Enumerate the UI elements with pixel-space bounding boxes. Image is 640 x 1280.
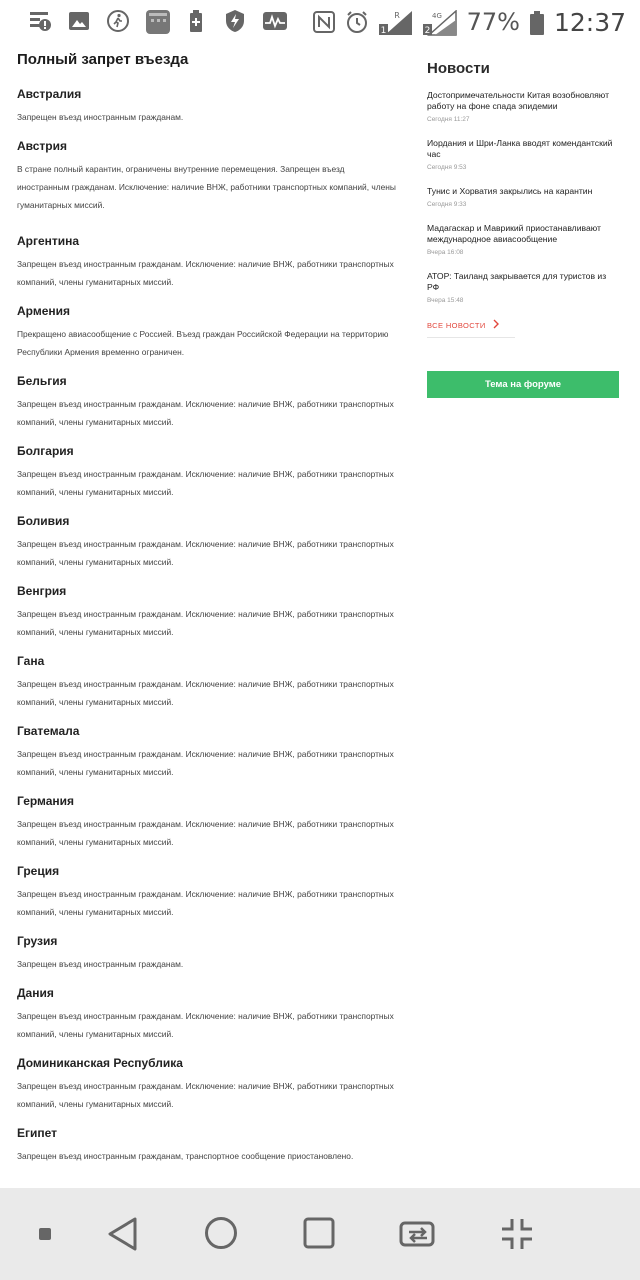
- country-name: Австрия: [17, 139, 68, 153]
- country-restriction-text: Запрещен въезд иностранным гражданам. Исключение: наличие ВНЖ, работники транспортных компаний, члены гуманитарных миссий.: [17, 679, 394, 707]
- navigation-bar: [0, 1188, 640, 1280]
- news-item[interactable]: [427, 90, 619, 124]
- news-item[interactable]: [427, 138, 619, 172]
- news-date: Вчера 16:08: [427, 249, 464, 256]
- news-list: [427, 90, 619, 305]
- news-headline[interactable]: Достопримечательности Китая возобновляют работу на фоне спада эпидемии: [427, 90, 610, 111]
- country-name: Германия: [17, 794, 75, 808]
- country-name: Аргентина: [17, 234, 80, 248]
- country-name: Доминиканская Республика: [17, 1056, 183, 1070]
- country-entry: [17, 1055, 397, 1125]
- country-entry: [17, 583, 397, 653]
- news-date: Вчера 15:48: [427, 297, 464, 304]
- news-item[interactable]: [427, 223, 619, 257]
- news-sidebar: [427, 58, 619, 390]
- news-title: Новости: [427, 60, 490, 77]
- country-name: Австралия: [17, 87, 82, 101]
- square-dot-icon[interactable]: [38, 1227, 52, 1246]
- country-name: Египет: [17, 1126, 58, 1140]
- notification-list-icon: [28, 9, 52, 33]
- country-restriction-text: Запрещен въезд иностранным гражданам. Исключение: наличие ВНЖ, работники транспортных компаний, члены гуманитарных миссий.: [17, 1011, 394, 1039]
- country-name: Бельгия: [17, 374, 67, 388]
- country-restriction-text: Запрещен въезд иностранным гражданам. Исключение: наличие ВНЖ, работники транспортных компаний, члены гуманитарных миссий.: [17, 889, 394, 917]
- country-list: [17, 86, 397, 1188]
- country-name: Греция: [17, 864, 60, 878]
- country-restriction-text: Запрещен въезд иностранным гражданам, транспортное сообщение приостановлено.: [17, 1151, 354, 1161]
- svg-text:R: R: [393, 11, 400, 20]
- country-entry: [17, 653, 397, 723]
- country-restriction-text: Запрещен въезд иностранным гражданам. Исключение: наличие ВНЖ, работники транспортных компаний, члены гуманитарных миссий.: [17, 539, 394, 567]
- country-restriction-text: Запрещен въезд иностранным гражданам. Исключение: наличие ВНЖ, работники транспортных компаний, члены гуманитарных миссий.: [17, 399, 394, 427]
- country-restriction-text: Запрещен въезд иностранным гражданам.: [17, 959, 184, 969]
- country-entry: [17, 86, 397, 138]
- collapse-icon[interactable]: [500, 1217, 534, 1256]
- nfc-icon: [313, 10, 335, 34]
- walking-icon: [106, 9, 130, 33]
- clock: 12:37: [553, 7, 626, 37]
- country-restriction-text: В стране полный карантин, ограничены внутренние перемещения. Запрещен въезд иностранным гражданам. Исключение: наличие ВНЖ, работники транспортных компаний, члены гуманитарных миссий.: [17, 164, 396, 210]
- country-entry: [17, 723, 397, 793]
- country-name: Венгрия: [17, 584, 67, 598]
- alarm-icon: [345, 10, 369, 34]
- all-news-link[interactable]: [427, 319, 515, 338]
- country-restriction-text: Запрещен въезд иностранным гражданам. Исключение: наличие ВНЖ, работники транспортных компаний, члены гуманитарных миссий.: [17, 469, 394, 497]
- news-headline[interactable]: Мадагаскар и Маврикий приостанавливают международное авиасообщение: [427, 223, 601, 244]
- country-entry: [17, 443, 397, 513]
- news-date: Сегодня 9:33: [427, 201, 467, 208]
- signal-sim1-icon: [379, 10, 413, 34]
- country-restriction-text: Запрещен въезд иностранным гражданам. Исключение: наличие ВНЖ, работники транспортных компаний, члены гуманитарных миссий.: [17, 749, 394, 777]
- country-name: Грузия: [17, 934, 58, 948]
- page-content: [0, 44, 640, 1188]
- gallery-icon: [67, 9, 91, 33]
- back-icon[interactable]: [107, 1216, 139, 1257]
- country-name: Дания: [17, 986, 54, 1000]
- country-entry: [17, 1125, 397, 1188]
- forum-topic-button[interactable]: Тема на форуме: [427, 371, 619, 398]
- country-entry: [17, 793, 397, 863]
- country-entry: [17, 863, 397, 933]
- battery-plus-icon: [184, 9, 208, 33]
- news-headline[interactable]: Тунис и Хорватия закрылись на карантин: [427, 186, 593, 196]
- app-icon: [145, 9, 169, 33]
- country-entry: [17, 933, 397, 985]
- news-date: Сегодня 11:27: [427, 116, 470, 123]
- country-name: Болгария: [17, 444, 74, 458]
- country-restriction-text: Запрещен въезд иностранным гражданам. Исключение: наличие ВНЖ, работники транспортных компаний, члены гуманитарных миссий.: [17, 609, 394, 637]
- home-icon[interactable]: [204, 1216, 238, 1255]
- status-bar-system: [313, 0, 640, 44]
- news-item[interactable]: [427, 186, 619, 209]
- chevron-right-icon: [492, 319, 500, 331]
- country-name: Гана: [17, 654, 45, 668]
- country-entry: [17, 233, 397, 303]
- signal-sim2-icon: [423, 10, 457, 34]
- country-entry: [17, 985, 397, 1055]
- country-name: Боливия: [17, 514, 70, 528]
- country-restriction-text: Прекращено авиасообщение с Россией. Въезд граждан Российской Федерации на территорию Республики Армения временно ограничен.: [17, 329, 389, 357]
- country-entry: [17, 513, 397, 583]
- country-entry: [17, 138, 397, 233]
- svg-text:2: 2: [424, 26, 430, 36]
- status-bar: [0, 0, 640, 44]
- news-headline[interactable]: АТОР: Таиланд закрывается для туристов из РФ: [427, 271, 607, 292]
- country-restriction-text: Запрещен въезд иностранным гражданам. Исключение: наличие ВНЖ, работники транспортных компаний, члены гуманитарных миссий.: [17, 259, 394, 287]
- battery-icon: [530, 10, 544, 34]
- country-name: Гватемала: [17, 724, 80, 738]
- country-restriction-text: Запрещен въезд иностранным гражданам. Исключение: наличие ВНЖ, работники транспортных компаний, члены гуманитарных миссий.: [17, 1081, 394, 1109]
- news-date: Сегодня 9:53: [427, 164, 467, 171]
- all-news-label[interactable]: ВСЕ НОВОСТИ: [427, 320, 486, 330]
- svg-text:1: 1: [380, 26, 386, 36]
- battery-percent: 77%: [466, 8, 520, 36]
- recents-icon[interactable]: [303, 1217, 335, 1254]
- news-item[interactable]: [427, 271, 619, 305]
- svg-text:4G: 4G: [431, 12, 442, 20]
- country-restriction-text: Запрещен въезд иностранным гражданам.: [17, 112, 184, 122]
- restrictions-column: [17, 50, 397, 1188]
- country-entry: [17, 303, 397, 373]
- country-entry: [17, 373, 397, 443]
- power-saver-icon: [223, 9, 247, 33]
- activity-icon: [262, 9, 286, 33]
- news-headline[interactable]: Иордания и Шри-Ланка вводят комендантский час: [427, 138, 613, 159]
- switch-sim-icon[interactable]: [398, 1217, 438, 1254]
- country-name: Армения: [17, 304, 71, 318]
- page-title: Полный запрет въезда: [17, 51, 189, 68]
- status-bar-notifications: [28, 9, 301, 33]
- country-restriction-text: Запрещен въезд иностранным гражданам. Исключение: наличие ВНЖ, работники транспортных компаний, члены гуманитарных миссий.: [17, 819, 394, 847]
